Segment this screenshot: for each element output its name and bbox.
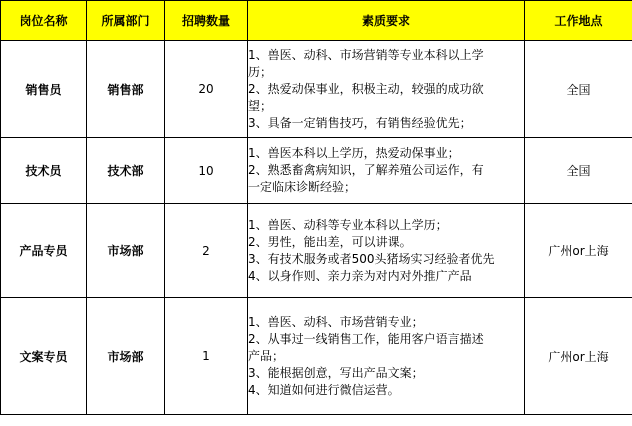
position-cell: 销售员 (1, 41, 87, 138)
header-row (1, 1, 632, 41)
table-row (1, 204, 632, 298)
requirement-line: 1、兽医、动科、市场营销等专业本科以上学 (248, 47, 484, 62)
count-cell: 2 (165, 204, 248, 298)
requirements-cell (248, 138, 525, 204)
requirement-line: 1、兽医本科以上学历，热爱动保事业； (248, 146, 460, 160)
header-count: 招聘数量 (165, 1, 248, 41)
requirements-cell (248, 298, 525, 415)
location-cell: 全国 (525, 138, 632, 204)
department-cell: 技术部 (87, 138, 165, 204)
header-department: 所属部门 (87, 1, 165, 41)
requirement-line: 2、男性，能出差，可以讲课。 (248, 234, 412, 249)
requirement-line: 3、有技术服务或者500头猪场实习经验者优先 (248, 251, 495, 266)
count-cell: 10 (165, 138, 248, 204)
location-cell: 广州or上海 (525, 204, 632, 298)
table-row (1, 138, 632, 204)
requirement-line: 1、兽医、动科、市场营销专业； (248, 314, 424, 329)
requirement-line: 望； (248, 98, 273, 113)
requirement-line: 2、热爱动保事业，积极主动，较强的成功欲 (248, 81, 484, 96)
count-cell: 1 (165, 298, 248, 415)
location-cell: 全国 (525, 41, 632, 138)
requirement-line: 历； (248, 64, 273, 79)
requirement-line: 3、能根据创意，写出产品文案； (248, 365, 424, 380)
position-cell: 技术员 (1, 138, 87, 204)
requirements-cell (248, 204, 525, 298)
department-cell: 市场部 (87, 204, 165, 298)
department-cell: 销售部 (87, 41, 165, 138)
count-cell: 20 (165, 41, 248, 138)
position-cell: 文案专员 (1, 298, 87, 415)
header-requirements: 素质要求 (248, 1, 525, 41)
location-cell: 广州or上海 (525, 298, 632, 415)
requirement-line: 1、兽医、动科等专业本科以上学历； (248, 217, 448, 232)
header-position: 岗位名称 (1, 1, 87, 41)
requirement-line: 产品； (248, 348, 285, 363)
requirement-line: 2、熟悉畜禽病知识，了解养殖公司运作，有 (248, 163, 484, 177)
requirement-line: 4、以身作则、亲力亲为对内对外推广产品 (248, 268, 472, 283)
requirement-line: 一定临床诊断经验； (248, 180, 357, 194)
table-row (1, 41, 632, 138)
requirements-cell (248, 41, 525, 138)
header-location: 工作地点 (525, 1, 632, 41)
position-cell: 产品专员 (1, 204, 87, 298)
department-cell: 市场部 (87, 298, 165, 415)
requirement-line: 3、具备一定销售技巧，有销售经验优先； (248, 115, 472, 130)
requirement-line: 2、从事过一线销售工作，能用客户语言描述 (248, 331, 484, 346)
requirement-line: 4、知道如何进行微信运营。 (248, 382, 400, 397)
table-row (1, 298, 632, 415)
